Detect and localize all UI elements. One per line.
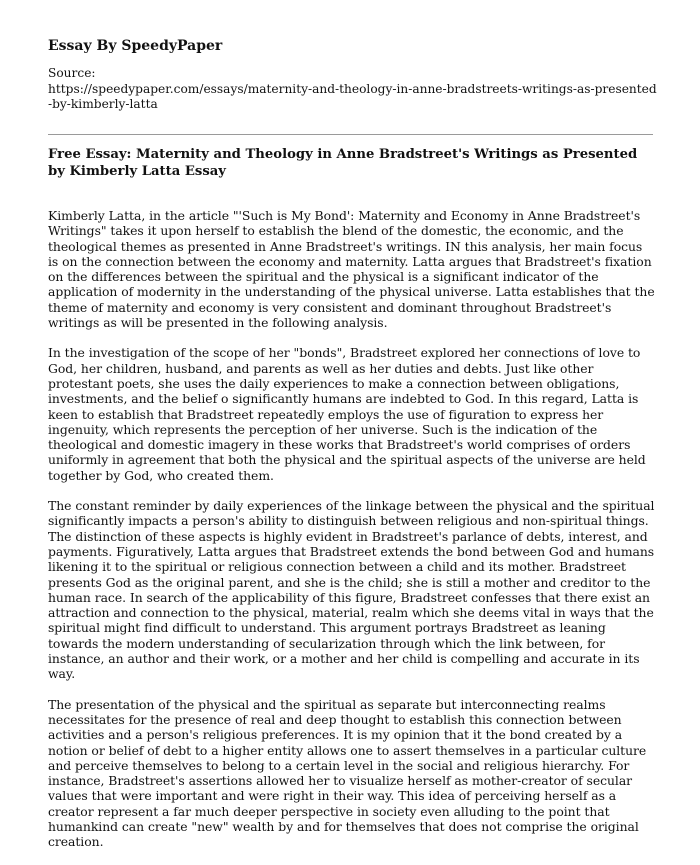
essay-paragraph: The presentation of the physical and the spiritual as separate but interconnecting realms necessitates for the presence of real and deep thought to establish this connection between activities and a person's religious preferences. It is my opinion that it the bond created by a notion or belief of debt to a higher entity allows one to assert themselves in a particular culture and perceive themselves to belong to a certain level in the social and religious hierarchy. For instance, Bradstreet's assertions allowed her to visualize herself as mother-creator of secular values that were important and were right in their way. This idea of perceiving herself as a creator represent a far much deeper perspective in society even alluding to the point that humankind can create "new" wealth by and for themselves that does not comprise the original creation. <box>48 696 647 850</box>
essay-paragraph: Kimberly Latta, in the article "'Such is My Bond': Maternity and Economy in Anne Bradstreet's Writings" takes it upon herself to establish the blend of the domestic, the economic, and the theological themes as presented in Anne Bradstreet's writings. IN this analysis, her main focus is on the connection between the economy and maternity. Latta argues that Bradstreet's fixation on the differences between the spiritual and the physical is a significant indicator of the application of modernity in the understanding of the physical universe. Latta establishes that the theme of maternity and economy is very consistent and dominant throughout Bradstreet's writings as will be presented in the following analysis. <box>48 208 655 331</box>
essay-title: Free Essay: Maternity and Theology in Anne Bradstreet's Writings as Presented by Kimberly Latta Essay <box>48 147 638 179</box>
brand-heading: Essay By SpeedyPaper <box>48 38 223 54</box>
essay-body <box>48 208 656 865</box>
essay-paragraph: The constant reminder by daily experiences of the linkage between the physical and the spiritual significantly impacts a person's ability to distinguish between religious and non-spiritual things. The distinction of these aspects is highly evident in Bradstreet's parlance of debts, interest, and payments. Figuratively, Latta argues that Bradstreet extends the bond between God and humans likening it to the spiritual or religious connection between a child and its mother. Bradstreet presents God as the original parent, and she is the child; she is still a mother and creditor to the human race. In search of the applicability of this figure, Bradstreet confesses that there exist an attraction and connection to the physical, material, realm which she deems vital in ways that the spiritual might find difficult to understand. This argument portrays Bradstreet as leaning towards the modern understanding of secularization through which the link between, for instance, an author and their work, or a mother and her child is compelling and accurate in its way. <box>48 498 655 682</box>
source-label: Source: <box>48 66 96 80</box>
divider <box>48 134 653 135</box>
essay-paragraph: In the investigation of the scope of her "bonds", Bradstreet explored her connections of love to God, her children, husband, and parents as well as her duties and debts. Just like other protestant poets, she uses the daily experiences to make a connection between obligations, investments, and the belief o significantly humans are indebted to God. In this regard, Latta is keen to establish that Bradstreet repeatedly employs the use of figuration to express her ingenuity, which represents the perception of her universe. Such is the indication of the theological and domestic imagery in these works that Bradstreet's world comprises of orders uniformly in agreement that both the physical and the spiritual aspects of the universe are held together by God, who created them. <box>48 345 646 483</box>
source-block <box>48 66 658 113</box>
source-url-link[interactable]: https://speedypaper.com/essays/maternity-and-theology-in-anne-bradstreets-writings-as-presented-by-kimberly-latta <box>48 81 657 112</box>
